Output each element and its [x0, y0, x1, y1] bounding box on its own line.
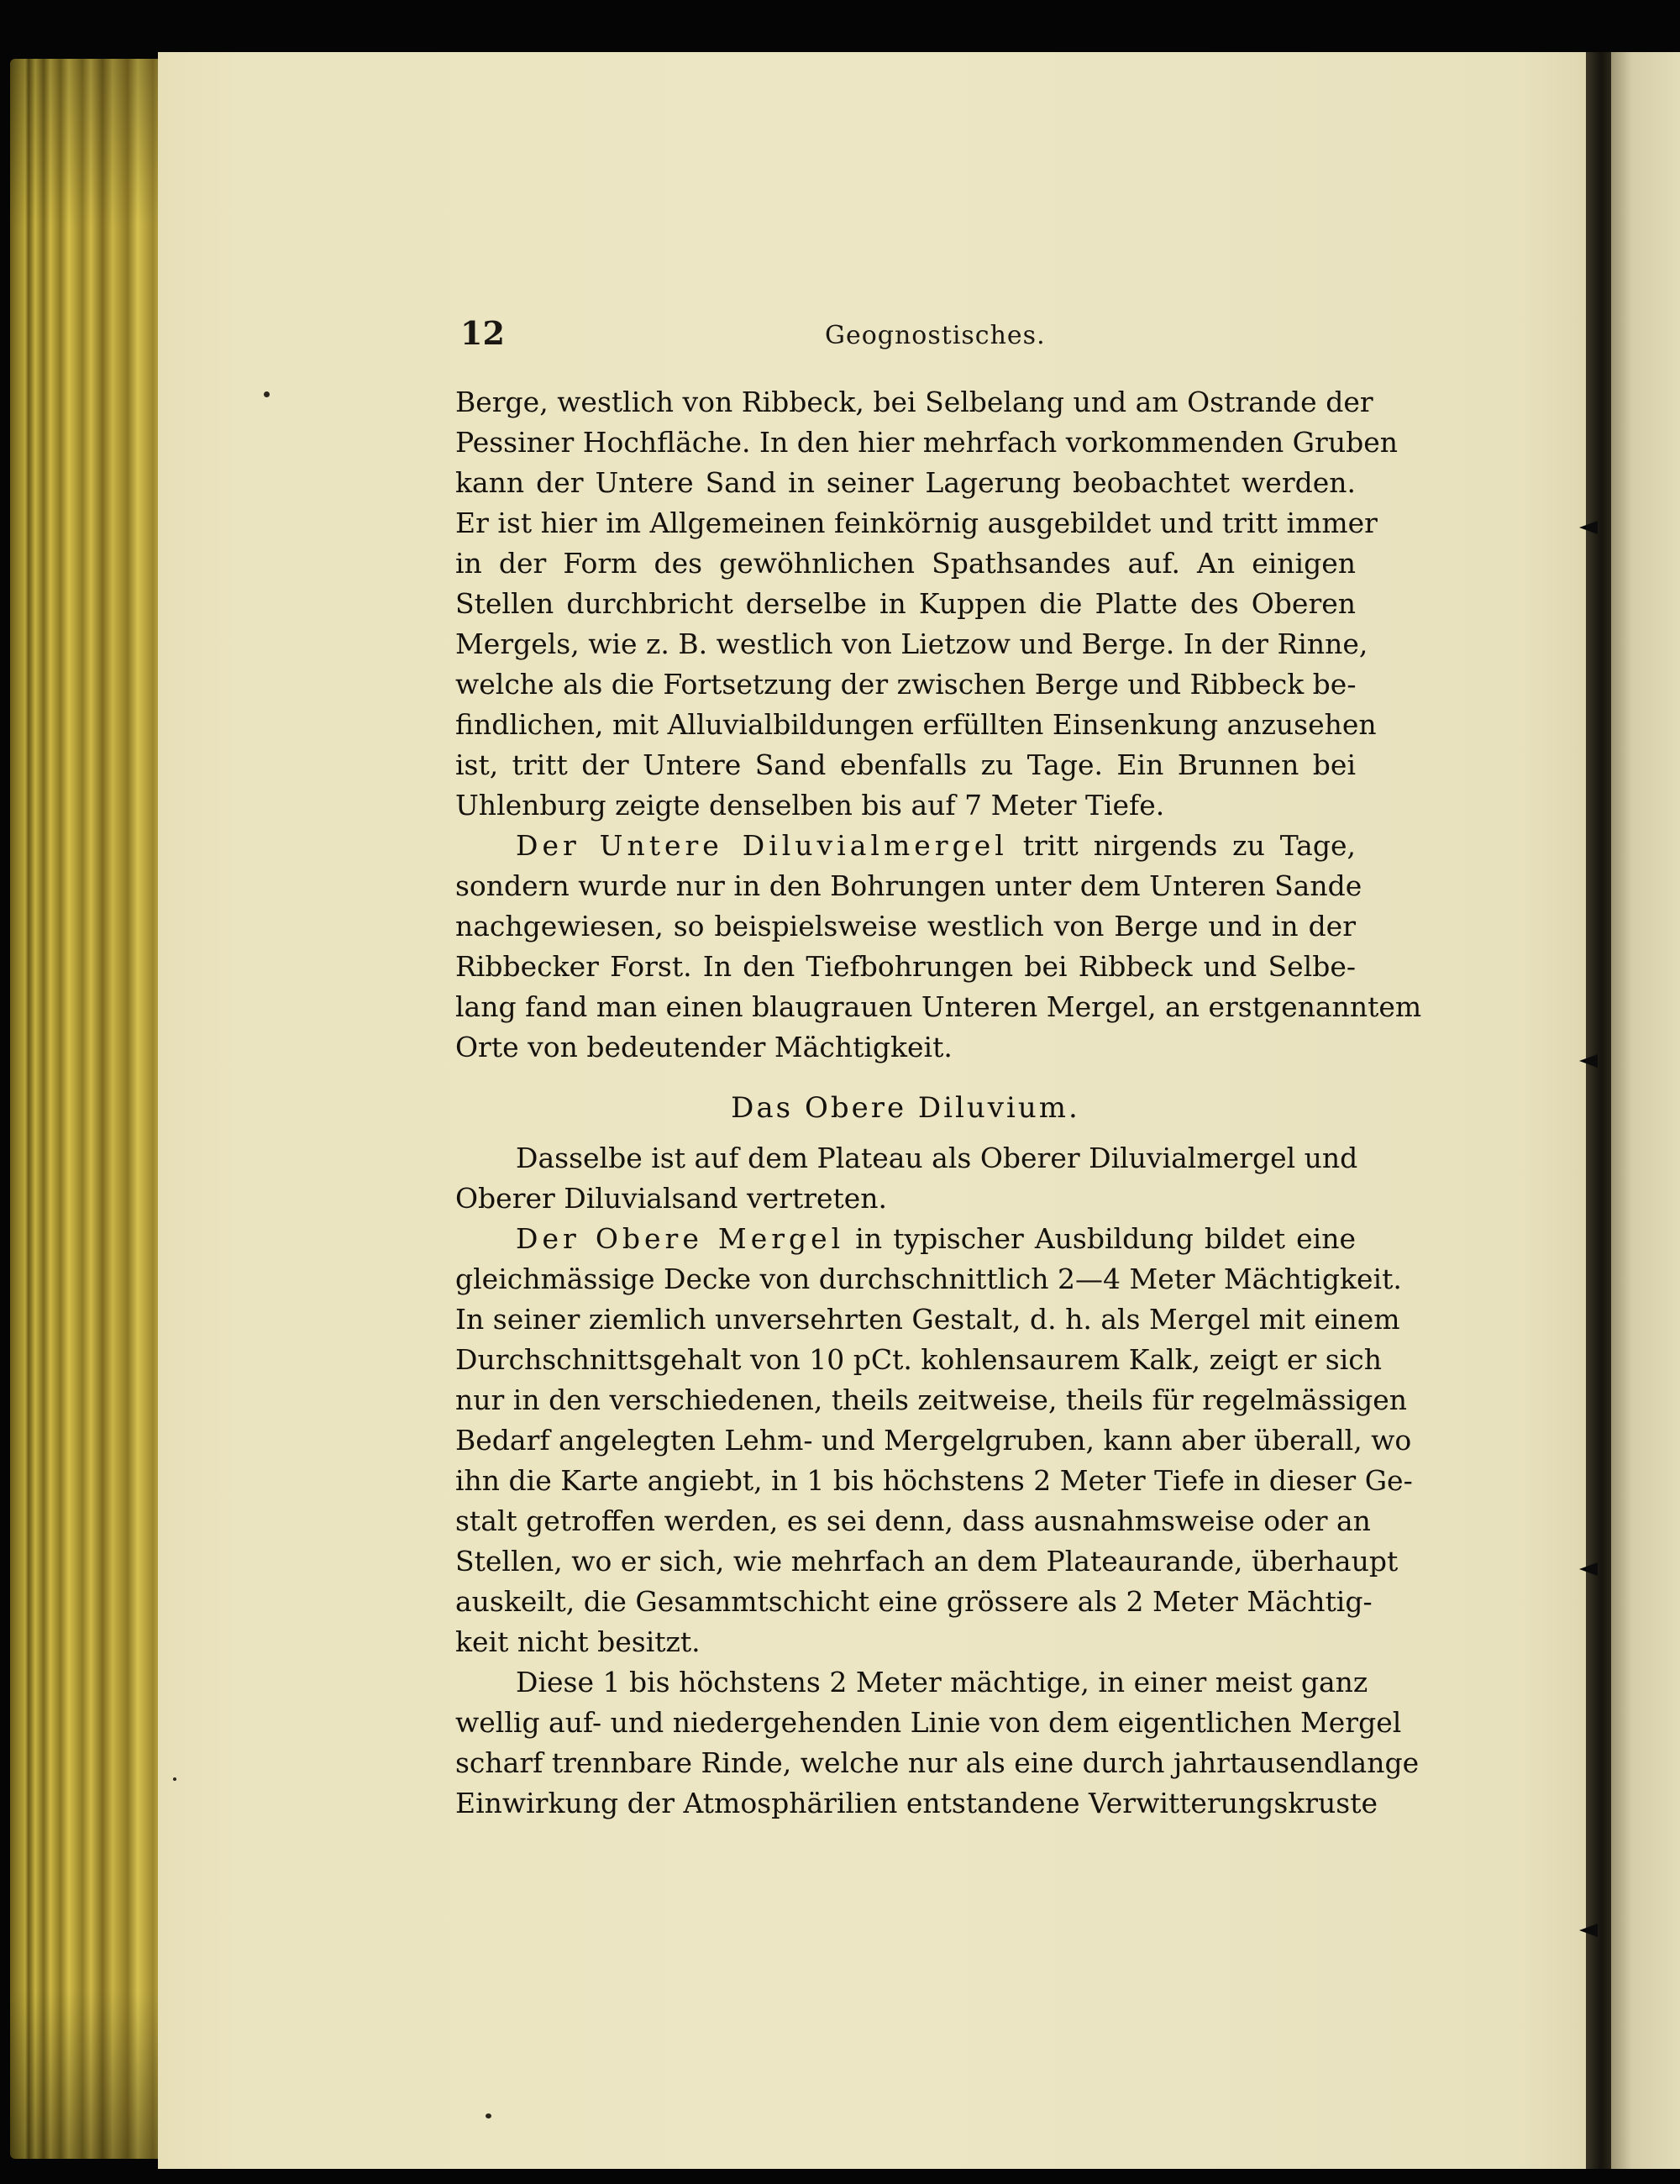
text-line: Er ist hier im Allgemeinen feinkörnig ausgebildet und tritt immer: [455, 507, 1378, 539]
page-speck: [486, 2113, 491, 2118]
text-line: keit nicht besitzt.: [455, 1625, 701, 1658]
text-line: wellig auf- und niedergehenden Linie von dem eigentlichen Mergel: [455, 1706, 1402, 1739]
paragraph: [455, 382, 1398, 826]
running-title: Geognostisches.: [825, 321, 1046, 350]
running-head: [460, 314, 1354, 360]
paragraph: [455, 1662, 1420, 1824]
text-line: Berge, westlich von Ribbeck, bei Selbelang und am Ostrande der: [455, 386, 1373, 418]
text-line: in der Form des gewöhnlichen Spathsandes auf. An einigen: [455, 547, 1356, 580]
text-line: [455, 1219, 1356, 1259]
spaced-term: Der Obere Mergel: [516, 1222, 845, 1255]
text-line: Stellen, wo er sich, wie mehrfach an dem Plateaurande, überhaupt: [455, 1545, 1399, 1578]
section-heading: Das Obere Diluvium.: [731, 1091, 1080, 1125]
text-line: Einwirkung der Atmosphärilien entstandene Verwitterungskruste: [455, 1787, 1378, 1819]
text-line: scharf trennbare Rinde, welche nur als eine durch jahrtausendlange: [455, 1746, 1420, 1779]
paragraph: [455, 1138, 1356, 1219]
body-text: [455, 382, 1422, 1824]
text-line: findlichen, mit Alluvialbildungen erfüllten Einsenkung anzusehen: [455, 708, 1377, 741]
spaced-term: Der Untere Diluvialmergel: [516, 829, 1008, 862]
text-line: Diese 1 bis höchstens 2 Meter mächtige, in einer meist ganz: [516, 1666, 1368, 1698]
page-number: 12: [460, 314, 505, 352]
text-line: auskeilt, die Gesammtschicht eine grössere als 2 Meter Mächtig-: [455, 1585, 1373, 1618]
paragraph: [455, 1219, 1413, 1662]
text-line: sondern wurde nur in den Bohrungen unter dem Unteren Sande: [455, 869, 1362, 902]
text-line: Ribbecker Forst. In den Tiefbohrungen bei Ribbeck und Selbe-: [455, 950, 1356, 983]
text-line: Mergels, wie z. B. westlich von Lietzow und Berge. In der Rinne,: [455, 627, 1368, 660]
text-line: ist, tritt der Untere Sand ebenfalls zu Tage. Ein Brunnen bei: [455, 748, 1356, 781]
page-speck: [264, 391, 270, 397]
text-line: Dasselbe ist auf dem Plateau als Oberer Diluvialmergel und: [516, 1142, 1358, 1174]
text-fragment: in typischer Ausbildung bildet eine: [844, 1222, 1356, 1255]
text-line: welche als die Fortsetzung der zwischen Berge und Ribbeck be-: [455, 668, 1357, 701]
text-line: Uhlenburg zeigte denselben bis auf 7 Meter Tiefe.: [455, 789, 1165, 822]
text-line: stalt getroffen werden, es sei denn, dass ausnahmsweise oder an: [455, 1504, 1371, 1537]
book-gutter: [1586, 52, 1611, 2169]
text-line: kann der Untere Sand in seiner Lagerung beobachtet werden.: [455, 466, 1356, 499]
page-speck: [173, 1777, 176, 1781]
text-line: Orte von bedeutender Mächtigkeit.: [455, 1031, 953, 1063]
text-line: Oberer Diluvialsand vertreten.: [455, 1182, 888, 1215]
book-edge-shading: [10, 59, 178, 2159]
text-line: Durchschnittsgehalt von 10 pCt. kohlensaurem Kalk, zeigt er sich: [455, 1343, 1383, 1376]
text-line: Pessiner Hochfläche. In den hier mehrfach vorkommenden Gruben: [455, 426, 1398, 459]
text-fragment: tritt nirgends zu Tage,: [1007, 829, 1357, 862]
text-line: nachgewiesen, so beispielsweise westlich von Berge und in der: [455, 910, 1356, 942]
text-line: lang fand man einen blaugrauen Unteren Mergel, an erstgenanntem: [455, 990, 1422, 1023]
text-line: Stellen durchbricht derselbe in Kuppen die Platte des Oberen: [455, 587, 1356, 620]
text-line: ihn die Karte angiebt, in 1 bis höchstens 2 Meter Tiefe in dieser Ge-: [455, 1464, 1413, 1497]
text-line: [455, 826, 1356, 866]
text-line: In seiner ziemlich unversehrten Gestalt, d. h. als Mergel mit einem: [455, 1303, 1400, 1336]
facing-page-edge: [1611, 52, 1680, 2169]
text-line: Bedarf angelegten Lehm- und Mergelgruben, kann aber überall, wo: [455, 1424, 1412, 1457]
paragraph: [455, 826, 1422, 1068]
text-line: nur in den verschiedenen, theils zeitweise, theils für regelmässigen: [455, 1383, 1408, 1416]
text-line: gleichmässige Decke von durchschnittlich 2—4 Meter Mächtigkeit.: [455, 1263, 1402, 1295]
